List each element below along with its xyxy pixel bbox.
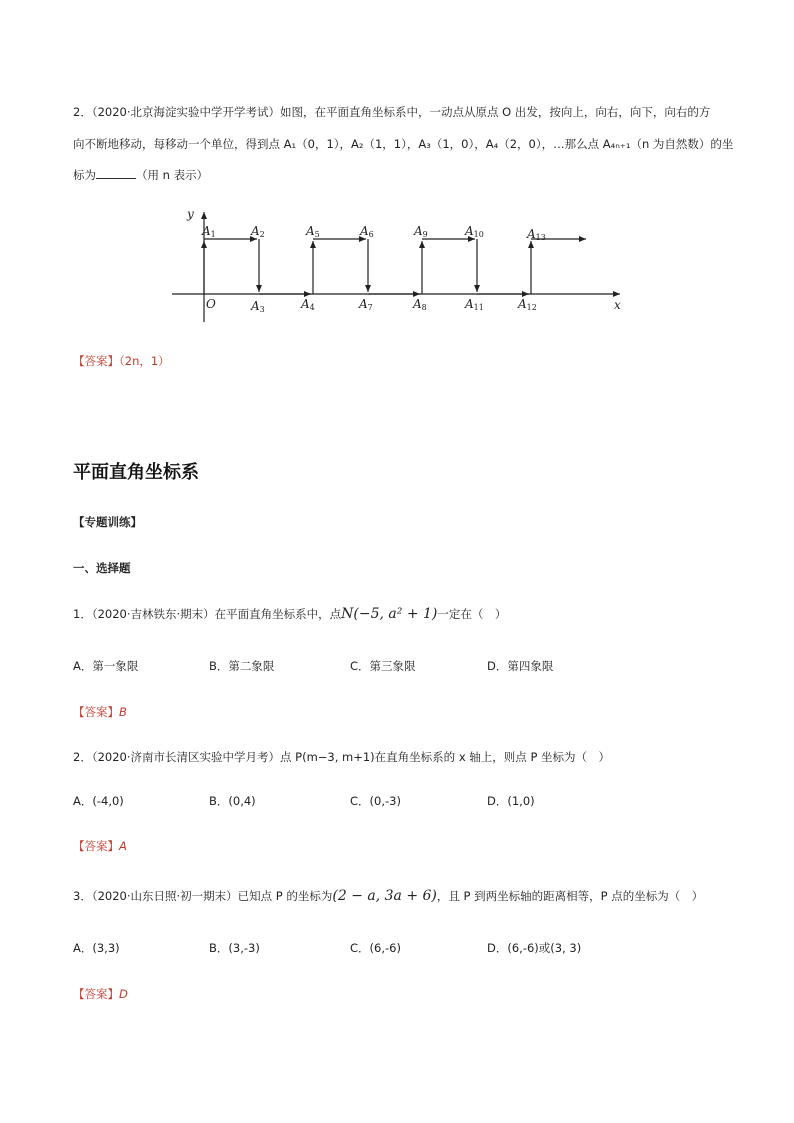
q1-option-d[interactable]: D．第四象限 xyxy=(487,659,554,673)
answer-label: 【答案】 xyxy=(73,839,119,853)
answer-value: （2n，1） xyxy=(119,354,170,368)
q2-answer xyxy=(73,838,127,854)
q3-option-b[interactable]: B．(3,-3) xyxy=(209,941,260,955)
label-A4: A4 xyxy=(301,297,315,312)
label-A8: A8 xyxy=(413,297,427,312)
answer-value: D xyxy=(119,987,128,1001)
intro-line3-pre: 标为 xyxy=(73,168,96,182)
label-A5: A5 xyxy=(306,224,320,239)
part-label: 一、选择题 xyxy=(73,561,131,575)
q1-stem-math: N(−5, a² + 1) xyxy=(341,606,438,622)
q2-option-b[interactable]: B．(0,4) xyxy=(209,794,256,808)
q2-option-c[interactable]: C．(0,-3) xyxy=(350,794,401,808)
intro-answer xyxy=(73,353,170,369)
label-A9: A9 xyxy=(414,224,428,239)
label-A10: A10 xyxy=(465,224,484,239)
q2-option-d[interactable]: D．(1,0) xyxy=(487,794,535,808)
q3-option-d[interactable]: D．(6,-6)或(3, 3) xyxy=(487,941,582,955)
q3-answer xyxy=(73,986,128,1002)
label-A6: A6 xyxy=(360,224,374,239)
q2-option-a[interactable]: A．(-4,0) xyxy=(73,794,124,808)
label-A12: A12 xyxy=(518,297,537,312)
intro-question-line-2: 向不断地移动，每移动一个单位，得到点 A₁（0，1），A₂（1，1），A₃（1，0），A₄（2，0），…那么点 A₄ₙ₊₁（n 为自然数）的坐 xyxy=(73,137,734,151)
intro-line3-post: （用 n 表示） xyxy=(136,168,209,182)
q1-option-a[interactable]: A．第一象限 xyxy=(73,659,139,673)
answer-value: B xyxy=(119,705,127,719)
y-axis-label: y xyxy=(187,207,194,221)
section-title: 平面直角坐标系 xyxy=(73,462,199,483)
x-axis-label: x xyxy=(614,298,621,312)
answer-value: A xyxy=(119,839,127,853)
q3-option-c[interactable]: C．(6,-6) xyxy=(350,941,401,955)
question-3-stem xyxy=(73,888,703,904)
label-A1: A1 xyxy=(202,224,216,239)
q1-stem-pre: 1．（2020·吉林铁东·期末）在平面直角坐标系中，点 xyxy=(73,607,342,621)
answer-label: 【答案】 xyxy=(73,354,119,368)
answer-label: 【答案】 xyxy=(73,987,119,1001)
topic-label: 【专题训练】 xyxy=(73,515,142,529)
answer-label: 【答案】 xyxy=(73,705,119,719)
q3-stem-post: ，且 P 到两坐标轴的距离相等，P 点的坐标为（ ） xyxy=(436,889,704,903)
q3-option-a[interactable]: A．(3,3) xyxy=(73,941,120,955)
q1-stem-post: 一定在（ ） xyxy=(437,607,507,621)
label-A11: A11 xyxy=(465,297,484,312)
q1-option-b[interactable]: B．第二象限 xyxy=(209,659,275,673)
label-A3: A3 xyxy=(251,299,265,314)
origin-label: O xyxy=(206,297,216,311)
label-A13: A13 xyxy=(527,227,546,242)
label-A7: A7 xyxy=(359,297,373,312)
question-2-stem: 2．（2020·济南市长清区实验中学月考）点 P(m−3, m+1)在直角坐标系的 x 轴上，则点 P 坐标为（ ） xyxy=(73,750,611,764)
question-1-stem xyxy=(73,606,506,622)
q1-answer xyxy=(73,704,127,720)
q3-stem-math: (2 − a, 3a + 6) xyxy=(332,888,437,904)
intro-question-line-1: 2．（2020·北京海淀实验中学开学考试）如图，在平面直角坐标系中，一动点从原点 O 出发，按向上，向右，向下，向右的方 xyxy=(73,105,711,119)
q3-stem-pre: 3．（2020·山东日照·初一期末）已知点 P 的坐标为 xyxy=(73,889,333,903)
q1-option-c[interactable]: C．第三象限 xyxy=(350,659,416,673)
label-A2: A2 xyxy=(251,224,265,239)
